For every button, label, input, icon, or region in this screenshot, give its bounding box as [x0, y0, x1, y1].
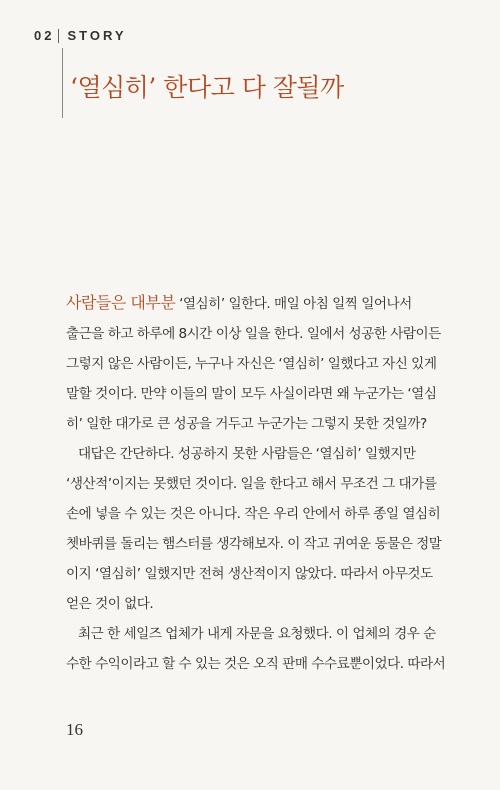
- body-text: [66, 288, 466, 679]
- paragraph-1: [66, 288, 466, 439]
- paragraph-3: [66, 619, 466, 679]
- paragraph-line: 쳇바퀴를 돌리는 햄스터를 생각해보자. 이 작고 귀여운 동물은 정말: [66, 536, 442, 552]
- paragraph-line: 이지 ‘열심히’ 일했지만 전혀 생산적이지 않았다. 따라서 아무것도: [66, 566, 433, 582]
- paragraph-line: [66, 288, 466, 319]
- chapter-title: ‘열심히’ 한다고 다 잘될까: [70, 73, 344, 102]
- paragraph-line: 그렇지 않은 사람이든, 누구나 자신은 ‘열심히’ 일했다고 자신 있게: [66, 356, 437, 372]
- lead-phrase: 사람들은 대부분: [66, 293, 176, 312]
- paragraph-line: 말할 것이다. 만약 이들의 말이 모두 사실이라면 왜 누군가는 ‘열심: [66, 386, 437, 402]
- paragraph-line: 히’ 일한 대가로 큰 성공을 거두고 누군가는 그렇지 못한 것일까?: [66, 416, 427, 432]
- paragraph-line: 대답은 간단하다. 성공하지 못한 사람들은 ‘열심히’ 일했지만: [78, 446, 416, 462]
- paragraph-line: ‘생산적’이지는 못했던 것이다. 일을 한다고 해서 무조건 그 대가를: [66, 476, 437, 492]
- paragraph-2: [66, 439, 466, 619]
- section-label: STORY: [67, 28, 127, 43]
- header-divider: [58, 29, 59, 43]
- paragraph-line: 수한 수익이라고 할 수 있는 것은 오직 판매 수수료뿐이었다. 따라서: [66, 656, 446, 672]
- paragraph-line: 최근 한 세일즈 업체가 내게 자문을 요청했다. 이 업체의 경우 순: [78, 626, 436, 642]
- section-number: 02: [34, 28, 55, 43]
- page-number: 16: [66, 720, 83, 739]
- line-text: ‘열심히’ 일한다. 매일 아침 일찍 일어나서: [175, 296, 412, 312]
- paragraph-line: 손에 넣을 수 있는 것은 아니다. 작은 우리 안에서 하루 종일 열심히: [66, 506, 441, 522]
- vertical-rule: [62, 48, 63, 118]
- section-header: [34, 28, 127, 43]
- paragraph-line: 얻은 것이 없다.: [66, 596, 154, 612]
- paragraph-line: 출근을 하고 하루에 8시간 이상 일을 한다. 일에서 성공한 사람이든: [66, 326, 441, 342]
